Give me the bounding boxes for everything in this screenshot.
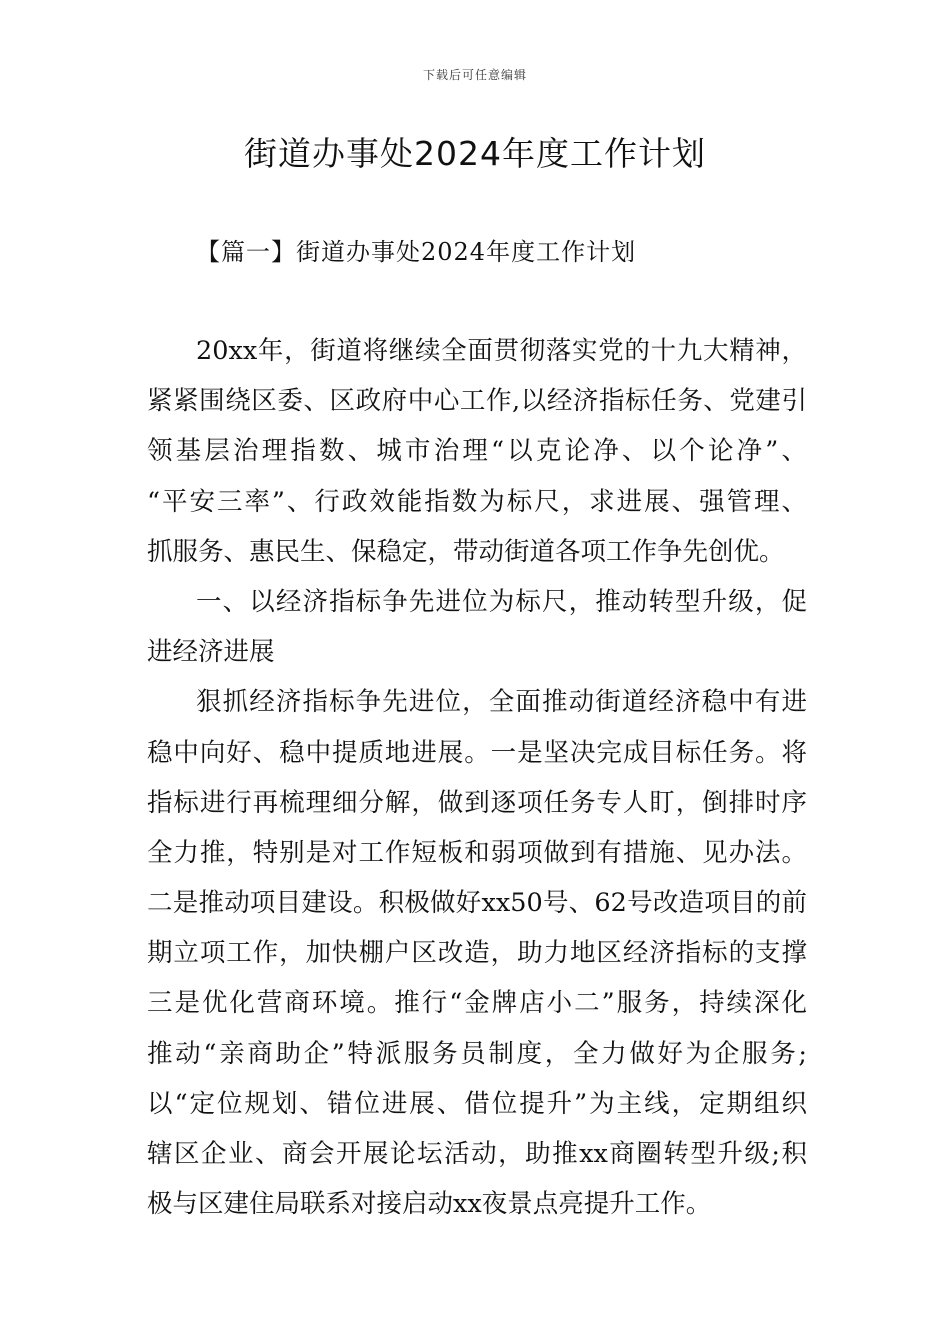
paragraph-line: 以“定位规划、错位进展、借位提升”为主线，定期组织 [147,1088,807,1119]
paragraph-line: 狠抓经济指标争先进位，全面推动街道经济稳中有进 [196,687,807,718]
document-body [147,331,807,1234]
paragraph-line: 推动“亲商助企”特派服务员制度，全力做好为企服务; [147,1038,807,1069]
paragraph-line: 全力推，特别是对工作短板和弱项做到有措施、见办法。 [147,837,807,868]
paragraph-line: 指标进行再梳理细分解，做到逐项任务专人盯，倒排时序 [147,787,807,818]
paragraph-line: 稳中向好、稳中提质地进展。一是坚决完成目标任务。将 [147,737,807,768]
paragraph-line: 抓服务、惠民生、保稳定，带动街道各项工作争先创优。 [147,536,785,567]
paragraph-line: 20xx年，街道将继续全面贯彻落实党的十九大精神， [196,336,807,366]
heading-line: 进经济进展 [147,637,275,668]
paragraph-line: “平安三率”、行政效能指数为标尺，求进展、强管理、 [147,486,807,517]
paragraph-line: 紧紧围绕区委、区政府中心工作,以经济指标任务、党建引 [147,386,807,417]
paragraph-line: 极与区建住局联系对接启动xx夜景点亮提升工作。 [147,1189,712,1220]
paragraph-line: 辖区企业、商会开展论坛活动，助推xx商圈转型升级;积 [147,1139,807,1169]
paragraph-line: 期立项工作，加快棚户区改造，助力地区经济指标的支撑 [147,938,807,969]
section-heading: 【篇一】街道办事处2024年度工作计划 [196,238,637,266]
paragraph-line: 领基层治理指数、城市治理“以克论净、以个论净”、 [147,436,807,467]
header-note: 下载后可任意编辑 [422,68,527,82]
paragraph-line: 二是推动项目建设。积极做好xx50号、62号改造项目的前 [147,888,807,919]
document-title: 街道办事处2024年度工作计划 [244,134,706,173]
paragraph-line: 三是优化营商环境。推行“金牌店小二”服务，持续深化 [147,988,807,1019]
heading-line: 一、以经济指标争先进位为标尺，推动转型升级，促 [196,586,807,617]
